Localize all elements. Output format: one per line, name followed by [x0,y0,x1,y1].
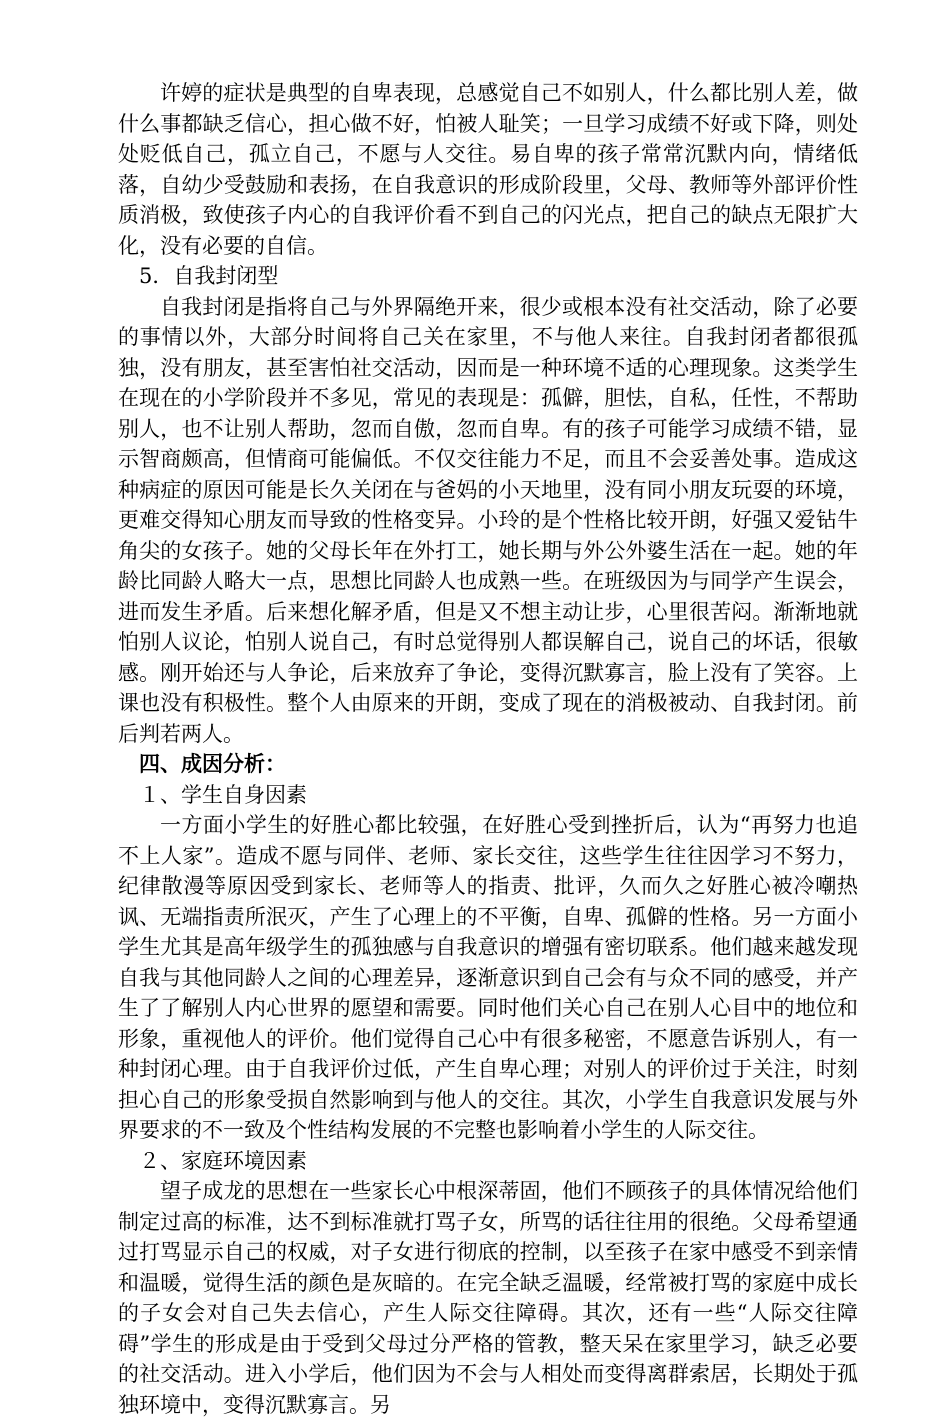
paragraph-inferiority-case: 许婷的症状是典型的自卑表现，总感觉自己不如别人，什么都比别人差，做什么事都缺乏信心，担心做不好，怕被人耻笑；一旦学习成绩不好或下降，则处处贬低自己，孤立自己，不愿与人交往。易自卑的孩子常常沉默内向，情绪低落，自幼少受鼓励和表扬，在自我意识的形成阶段里，父母、教师等外部评价性质消极，致使孩子内心的自我评价看不到自己的闪光点，把自己的缺点无限扩大化，没有必要的自信。 [118,81,858,258]
subheading-student-factors: １、学生自身因素 [139,782,307,807]
document-page [118,78,858,1420]
paragraph-family-factors: 望子成龙的思想在一些家长心中根深蒂固，他们不顾孩子的具体情况给他们制定过高的标准，达不到标准就打骂子女，所骂的话往往用的很绝。父母希望通过打骂显示自己的权威，对子女进行彻底的控制，以至孩子在家中感受不到亲情和温暖，觉得生活的颜色是灰暗的。在完全缺乏温暖，经常被打骂的家庭中成长的子女会对自己失去信心，产生人际交往障碍。其次，还有一些“人际交往障碍”学生的形成是由于受到父母过分严格的管教，整天呆在家里学习，缺乏必要的社交活动。进入小学后，他们因为不会与人相处而变得离群索居，长期处于孤独环境中，变得沉默寡言。另 [118,1179,858,1417]
subheading-family-factors: ２、家庭环境因素 [139,1148,307,1173]
paragraph-self-closure: 自我封闭是指将自己与外界隔绝开来，很少或根本没有社交活动，除了必要的事情以外，大部分时间将自己关在家里，不与他人来往。自我封闭者都很孤独，没有朋友，甚至害怕社交活动，因而是一种环境不适的心理现象。这类学生在现在的小学阶段并不多见，常见的表现是：孤僻，胆怯，自私，任性，不帮助别人，也不让别人帮助，忽而自傲，忽而自卑。有的孩子可能学习成绩不错，显示智商颇高，但情商可能偏低。不仅交往能力不足，而且不会妥善处事。造成这种病症的原因可能是长久关闭在与爸妈的小天地里，没有同小朋友玩耍的环境，更难交得知心朋友而导致的性格变异。小玲的是个性格比较开朗，好强又爱钻牛角尖的女孩子。她的父母长年在外打工，她长期与外公外婆生活在一起。她的年龄比同龄人略大一点，思想比同龄人也成熟一些。在班级因为与同学产生误会，进而发生矛盾。后来想化解矛盾，但是又不想主动让步，心里很苦闷。渐渐地就怕别人议论，怕别人说自己，有时总觉得别人都误解自己，说自己的坏话，很敏感。刚开始还与人争论，后来放弃了争论，变得沉默寡言，脸上没有了笑容。上课也没有积极性。整个人由原来的开朗，变成了现在的消极被动、自我封闭。前后判若两人。 [118,294,858,746]
section-heading-cause-analysis: 四、成因分析： [139,751,286,776]
subheading-self-closure-type: 5．自我封闭型 [139,264,279,288]
paragraph-student-factors: 一方面小学生的好胜心都比较强，在好胜心受到挫折后，认为“再努力也追不上人家”。造成不愿与同伴、老师、家长交往，这些学生往往因学习不努力，纪律散漫等原因受到家长、老师等人的指责、批评，久而久之好胜心被冷嘲热讽、无端指责所泯灭，产生了心理上的不平衡，自卑、孤僻的性格。另一方面小学生尤其是高年级学生的孤独感与自我意识的增强有密切联系。他们越来越发现自我与其他同龄人之间的心理差异，逐渐意识到自己会有与众不同的感受，并产生了了解别人内心世界的愿望和需要。同时他们关心自己在别人心目中的地位和形象，重视他人的评价。他们觉得自己心中有很多秘密，不愿意告诉别人，有一种封闭心理。由于自我评价过低，产生自卑心理；对别人的评价过于关注，时刻担心自己的形象受损自然影响到与他人的交往。其次，小学生自我意识发展与外界要求的不一致及个性结构发展的不完整也影响着小学生的人际交往。 [118,813,858,1142]
